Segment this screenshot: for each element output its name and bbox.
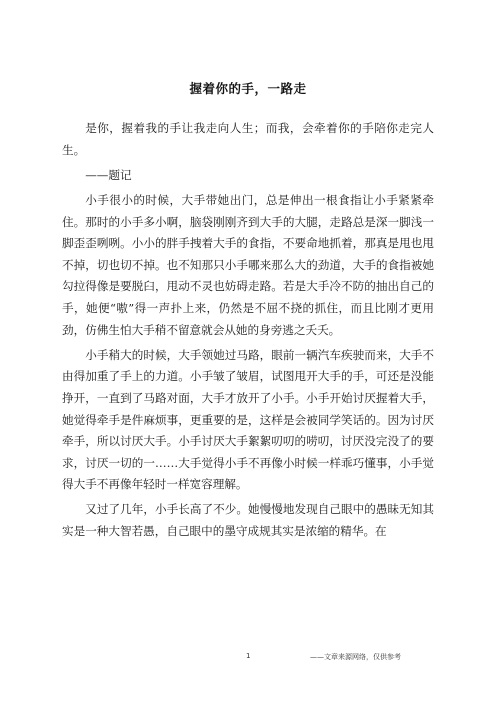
document-body [62,118,434,546]
document-title: 握着你的手，一路走 [189,81,307,96]
paragraph-later-years: 又过了几年，小手长高了不少。她慢慢地发现自己眼中的愚昧无知其实是一种大智若愚，自己眼中的墨守成规其实是浓缩的精华。在 [62,502,434,539]
paragraph-epigraph-label: ——题记 [85,167,132,182]
paragraph-growing-up: 小手稍大的时候，大手领她过马路，眼前一辆汽车疾驶而来，大手不由得加重了手上的力道。小手皱了皱眉，试图甩开大手的手，可还是没能挣开，一直到了马路对面，大手才放开了小手。小手开始讨厌握着大手，她觉得牵手是件麻烦事，更重要的是，这样是会被同学笑话的。因为讨厌牵手，所以讨厌大手。小手讨厌大手絮絮叨叨的唠叨，讨厌没完没了的要求，讨厌一切的一……大手觉得小手不再像小时候一样乖巧懂事，小手觉得大手不再像年轻时一样宽容理解。 [62,347,434,492]
paragraph-intro: 是你，握着我的手让我走向人生；而我，会牵着你的手陪你走完人生。 [62,121,434,157]
page-footer [0,652,496,664]
page-number: 1 [246,652,251,660]
source-note: ——文章来源网络，仅供参考 [310,653,401,661]
paragraph-childhood: 小手很小的时候，大手带她出门，总是伸出一根食指让小手紧紧牵住。那时的小手多小啊，脑袋刚刚齐到大手的大腿，走路总是深一脚浅一脚歪歪咧咧。小小的胖手拽着大手的食指，不要命地抓着，那真是甩也甩不掉，切也切不掉。也不知那只小手哪来那么大的劲道，大手的食指被她勾拉得像是要脱臼，甩动不灵也妨碍走路。若是大手冷不防的抽出自己的手，她便“嗷”得一声扑上来，仍然是不屈不挠的抓住，而且比刚才更用劲，仿佛生怕大手稍不留意就会从她的身旁逃之夭夭。 [62,192,434,337]
